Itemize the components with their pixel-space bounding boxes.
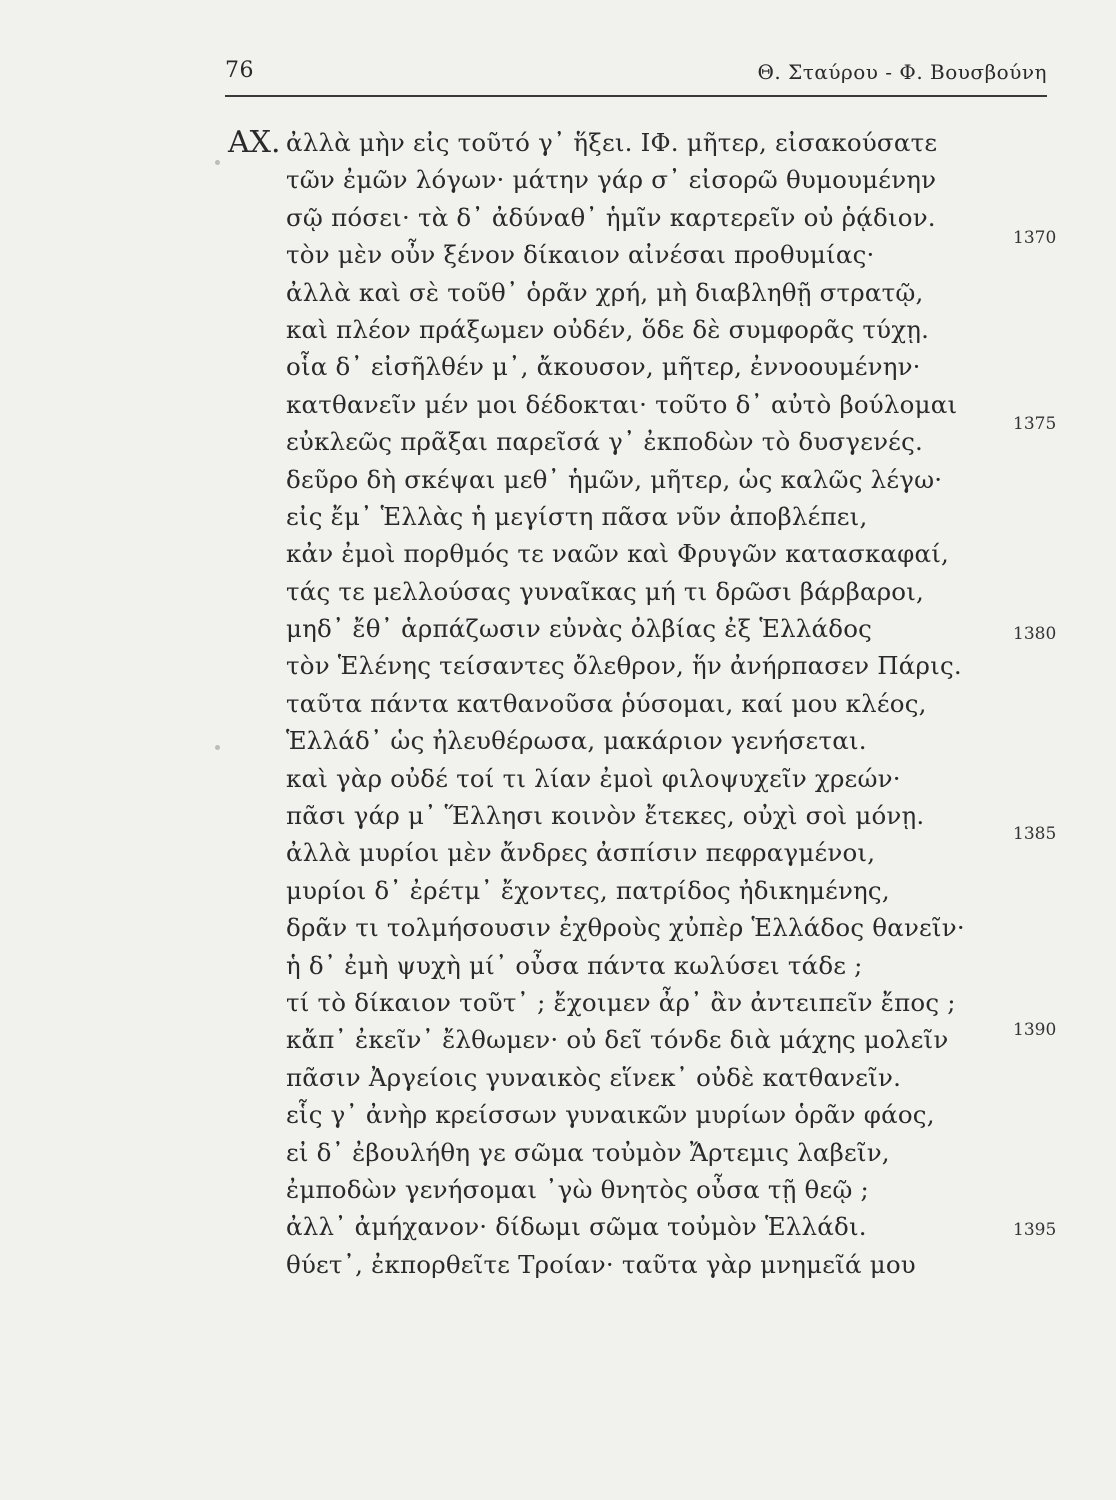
verse-line: πᾶσιν Ἀργείοις γυναικὸς εἵνεκ᾽ οὐδὲ κατθανεῖν.: [286, 1062, 902, 1092]
line-number: 1385: [1013, 824, 1057, 844]
paper-speck: [215, 160, 220, 165]
verse-line: καὶ πλέον πράξωμεν οὐδέν, ὅδε δὲ συμφορᾶς τύχῃ.: [286, 314, 930, 344]
verse-block: [286, 123, 1006, 1282]
verse-line: ἀλλὰ μυρίοι μὲν ἄνδρες ἀσπίσιν πεφραγμένοι,: [286, 838, 876, 868]
verse-line: μυρίοι δ᾽ ἐρέτμ᾽ ἔχοντες, πατρίδος ἠδικημένης,: [286, 875, 890, 905]
verse-line: πᾶσι γάρ μ᾽ Ἕλλησι κοινὸν ἔτεκες, οὐχὶ σοὶ μόνῃ.: [286, 801, 925, 831]
verse-line: τὸν μὲν οὖν ξένον δίκαιον αἰνέσαι προθυμίας·: [286, 240, 875, 270]
verse-line: εἷς γ᾽ ἀνὴρ κρείσσων γυναικῶν μυρίων ὁρᾶν φάος,: [286, 1100, 935, 1130]
verse-line: κἀν ἐμοὶ πορθμός τε ναῶν καὶ Φρυγῶν κατασκαφαί,: [286, 539, 950, 569]
line-number: 1375: [1013, 414, 1057, 434]
verse-line: εἰ δ᾽ ἐβουλήθη γε σῶμα τοὐμὸν Ἄρτεμις λαβεῖν,: [286, 1137, 890, 1167]
verse-line: ταῦτα πάντα κατθανοῦσα ῥύσομαι, καί μου κλέος,: [286, 688, 927, 718]
verse-line: τί τὸ δίκαιον τοῦτ᾽ ; ἔχοιμεν ἆρ᾽ ἂν ἀντειπεῖν ἔπος ;: [286, 987, 956, 1017]
line-number: 1380: [1013, 624, 1057, 644]
line-number: 1395: [1013, 1220, 1057, 1240]
verse-line: τάς τε μελλούσας γυναῖκας μή τι δρῶσι βάρβαροι,: [286, 576, 925, 606]
speaker-label: ΑΧ.: [228, 125, 281, 160]
verse-line: ἡ δ᾽ ἐμὴ ψυχὴ μί᾽ οὖσα πάντα κωλύσει τάδε ;: [286, 950, 863, 980]
verse-line: ἀλλὰ καὶ σὲ τοῦθ᾽ ὁρᾶν χρή, μὴ διαβληθῇ στρατῷ,: [286, 277, 924, 307]
verse-line: δρᾶν τι τολμήσουσιν ἐχθροὺς χὐπὲρ Ἑλλάδος θανεῖν·: [286, 913, 965, 943]
verse-line: καὶ γὰρ οὐδέ τοί τι λίαν ἐμοὶ φιλοψυχεῖν χρεών·: [286, 763, 901, 793]
verse-line: ἀλλὰ μὴν εἰς τοῦτό γ᾽ ἥξει. ΙΦ. μῆτερ, εἰσακούσατε: [286, 128, 938, 157]
line-number: 1390: [1013, 1020, 1057, 1040]
verse-line: ἐμποδὼν γενήσομαι ᾿γὼ θνητὸς οὖσα τῇ θεῷ ;: [286, 1174, 869, 1204]
verse-line: κἄπ᾽ ἐκεῖν᾽ ἔλθωμεν· οὐ δεῖ τόνδε διὰ μάχης μολεῖν: [286, 1025, 949, 1055]
verse-line: θύετ᾽, ἐκπορθεῖτε Τροίαν· ταῦτα γὰρ μνημεῖά μου: [286, 1249, 916, 1279]
verse-line: κατθανεῖν μέν μοι δέδοκται· τοῦτο δ᾽ αὐτὸ βούλομαι: [286, 389, 958, 419]
verse-line: εἰς ἔμ᾽ Ἑλλὰς ἡ μεγίστη πᾶσα νῦν ἀποβλέπει,: [286, 501, 868, 531]
verse-line: τῶν ἐμῶν λόγων· μάτην γάρ σ᾽ εἰσορῶ θυμουμένην: [286, 165, 937, 195]
verse-line: οἷα δ᾽ εἰσῆλθέν μ᾽, ἄκουσον, μῆτερ, ἐννοουμένην·: [286, 352, 921, 382]
verse-line: Ἑλλάδ᾽ ὡς ἠλευθέρωσα, μακάριον γενήσεται.: [286, 726, 867, 756]
verse-line: σῷ πόσει· τὰ δ᾽ ἀδύναθ᾽ ἡμῖν καρτερεῖν οὐ ῥᾴδιον.: [286, 202, 936, 232]
page-number: 76: [225, 58, 254, 83]
verse-line: μηδ᾽ ἔθ᾽ ἁρπάζωσιν εὐνὰς ὀλβίας ἐξ Ἑλλάδος: [286, 614, 873, 644]
header-rule: [225, 95, 1047, 97]
running-head: [225, 58, 1047, 92]
verse-line: δεῦρο δὴ σκέψαι μεθ᾽ ἡμῶν, μῆτερ, ὡς καλῶς λέγω·: [286, 464, 943, 494]
running-title: Θ. Σταύρου - Φ. Βουσβούνη: [757, 60, 1047, 84]
verse-line: ἀλλ᾽ ἀμήχανον· δίδωμι σῶμα τοὐμὸν Ἑλλάδι.: [286, 1212, 867, 1242]
line-number: 1370: [1013, 228, 1057, 248]
paper-speck: [215, 745, 220, 750]
verse-line: τὸν Ἑλένης τείσαντες ὄλεθρον, ἥν ἀνήρπασεν Πάρις.: [286, 651, 962, 681]
verse-line: εὐκλεῶς πρᾶξαι παρεῖσά γ᾽ ἐκποδὼν τὸ δυσγενές.: [286, 427, 923, 457]
